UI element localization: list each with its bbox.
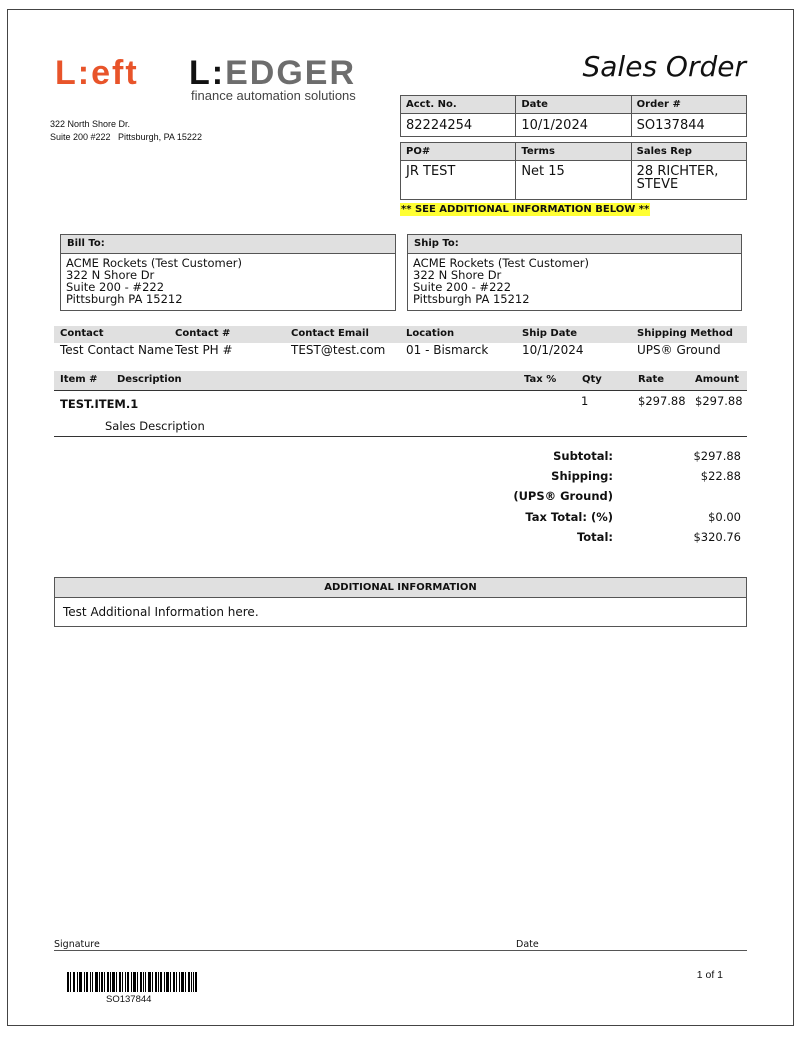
subtotal-value: $297.88 <box>693 449 741 463</box>
bill-to-line: Pittsburgh PA 15212 <box>66 292 183 306</box>
sales-rep-line1: 28 RICHTER, <box>636 164 719 179</box>
contact-email-header: Contact Email <box>291 328 369 339</box>
total-label: Total: <box>576 530 613 544</box>
acct-no-value: 82224254 <box>401 114 516 137</box>
logo-left-text: L:eft <box>55 54 139 92</box>
bill-to-line: 322 N Shore Dr <box>66 268 155 282</box>
ship-to-label: Ship To: <box>408 235 741 254</box>
ship-to-address <box>408 254 741 308</box>
contact-email-value: TEST@test.com <box>291 343 386 357</box>
company-address <box>50 118 202 144</box>
shipping-label: Shipping: <box>551 469 613 483</box>
ship-to-line: 322 N Shore Dr <box>413 268 502 282</box>
header-grid-bottom <box>400 142 747 200</box>
barcode-number: SO137844 <box>106 994 152 1005</box>
document-title: Sales Order <box>582 50 746 83</box>
amount-cell: $297.88 <box>695 394 743 408</box>
rate-cell: $297.88 <box>638 394 686 408</box>
item-number-cell: TEST.ITEM.1 <box>60 397 139 411</box>
logo-tagline: finance automation solutions <box>191 88 356 103</box>
contact-number-value: Test PH # <box>175 343 233 357</box>
company-address-line1: 322 North Shore Dr. <box>50 119 131 129</box>
items-bottom-rule <box>54 436 747 437</box>
company-address-line2: Suite 200 #222 Pittsburgh, PA 15222 <box>50 132 202 142</box>
company-logo <box>55 56 375 104</box>
signature-label: Signature <box>54 939 100 950</box>
amount-header: Amount <box>695 374 740 385</box>
bill-to-line: Suite 200 - #222 <box>66 280 165 294</box>
additional-info-notice: ** SEE ADDITIONAL INFORMATION BELOW ** <box>401 204 650 215</box>
description-cell: Sales Description <box>105 419 205 433</box>
rate-header: Rate <box>638 374 665 385</box>
tax-total-label: Tax Total: (%) <box>525 510 613 524</box>
po-value: JR TEST <box>401 161 516 200</box>
items-header-row <box>54 371 747 391</box>
signature-line <box>54 950 747 951</box>
order-no-label: Order # <box>631 96 746 114</box>
shipping-method-total: (UPS® Ground) <box>513 489 613 503</box>
bill-to-label: Bill To: <box>61 235 395 254</box>
bill-to-line: ACME Rockets (Test Customer) <box>66 256 242 270</box>
ship-to-line: Pittsburgh PA 15212 <box>413 292 530 306</box>
page-number: 1 of 1 <box>696 969 723 981</box>
additional-info-text: Test Additional Information here. <box>63 605 259 619</box>
location-value: 01 - Bismarck <box>406 343 489 357</box>
ship-date-value: 10/1/2024 <box>522 343 584 357</box>
contact-value: Test Contact Name <box>60 343 174 357</box>
item-number-header: Item # <box>60 374 98 385</box>
ship-to-line: ACME Rockets (Test Customer) <box>413 256 589 270</box>
ship-to-box <box>407 234 742 311</box>
qty-header: Qty <box>582 374 602 385</box>
terms-label: Terms <box>516 143 631 161</box>
logo-ledger-text: L:EDGER <box>189 54 357 92</box>
description-header: Description <box>117 374 182 385</box>
acct-no-label: Acct. No. <box>401 96 516 114</box>
sales-rep-label: Sales Rep <box>631 143 746 161</box>
shipping-value: $22.88 <box>700 469 741 483</box>
contact-number-header: Contact # <box>175 328 231 339</box>
shipping-method-header: Shipping Method <box>637 328 733 339</box>
sales-rep-value <box>631 161 746 200</box>
ship-date-header: Ship Date <box>522 328 577 339</box>
qty-cell: 1 <box>581 394 589 408</box>
shipping-method-value: UPS® Ground <box>637 343 721 357</box>
terms-value: Net 15 <box>516 161 631 200</box>
subtotal-label: Subtotal: <box>553 449 613 463</box>
contact-header-row <box>54 326 747 343</box>
contact-header: Contact <box>60 328 104 339</box>
tax-header: Tax % <box>524 374 557 385</box>
order-no-value: SO137844 <box>631 114 746 137</box>
barcode <box>67 972 197 992</box>
additional-info-box <box>54 577 747 627</box>
footer-date-label: Date <box>516 939 539 950</box>
tax-total-value: $0.00 <box>708 510 741 524</box>
additional-info-label: ADDITIONAL INFORMATION <box>55 578 746 598</box>
location-header: Location <box>406 328 455 339</box>
sales-rep-line2: STEVE <box>636 177 679 192</box>
header-grid-top <box>400 95 747 137</box>
bill-to-address <box>61 254 395 308</box>
date-label: Date <box>516 96 631 114</box>
ship-to-line: Suite 200 - #222 <box>413 280 512 294</box>
total-value: $320.76 <box>693 530 741 544</box>
date-value: 10/1/2024 <box>516 114 631 137</box>
bill-to-box <box>60 234 396 311</box>
po-label: PO# <box>401 143 516 161</box>
